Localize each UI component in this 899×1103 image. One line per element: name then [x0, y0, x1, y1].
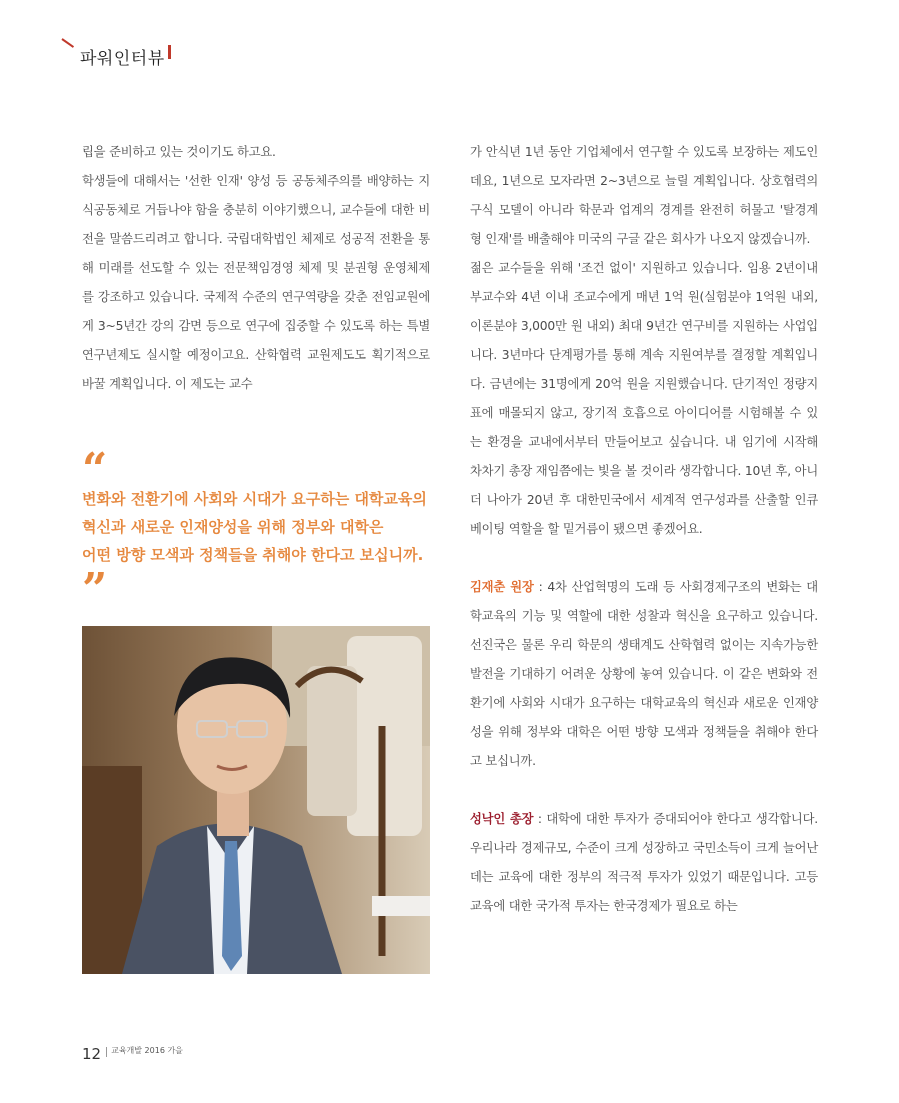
left-paragraph: 립을 준비하고 있는 것이기도 하고요.: [82, 145, 276, 159]
photo-illustration: [82, 626, 430, 974]
interviewee-name: 성낙인 총장: [470, 812, 534, 826]
publication-name: 교육개발 2016 가을: [111, 1046, 183, 1055]
open-quote-icon: “: [82, 444, 108, 495]
close-quote-icon: ”: [82, 564, 108, 615]
right-column: [470, 138, 818, 921]
left-column: [82, 138, 430, 399]
title-accent-mark: [168, 45, 171, 59]
pull-quote: [82, 444, 430, 615]
interview-answer: [470, 805, 818, 921]
question-text: : 4차 산업혁명의 도래 등 사회경제구조의 변화는 대학교육의 기능 및 역할에 대한 성찰과 혁신을 요구하고 있습니다. 선진국은 물론 우리 학문의 생태계도 산학협력 없이는 지속가능한 발전을 기대하기 어려운 상황에 놓여 있습니다. 이 같은 변화와 전환기에 사회와 시대가 요구하는 대학교육의 혁신과 새로운 인재양성을 위해 정부와 대학은 어떤 방향 모색과 정책들을 취해야 한다고 보십니까.: [470, 580, 818, 768]
pull-quote-line: 어떤 방향 모색과 정책들을 취해야 한다고 보십니까.: [82, 546, 424, 564]
answer-text: : 대학에 대한 투자가 증대되어야 한다고 생각합니다. 우리나라 경제규모, 수준이 크게 성장하고 국민소득이 크게 늘어난 데는 교육에 대한 정부의 적극적 투자가 있었기 때문입니다. 고등교육에 대한 국가적 투자는 한국경제가 필요로 하는: [470, 812, 818, 913]
footer-divider: [106, 1047, 107, 1057]
right-paragraph: 가 안식년 1년 동안 기업체에서 연구할 수 있도록 보장하는 제도인데요, 1년으로 모자라면 2~3년으로 늘릴 계획입니다. 상호협력의 구식 모델이 아니라 학문과 업계의 경계를 완전히 허물고 '탈경계형 인재'를 배출해야 미국의 구글 같은 회사가 나오지 않겠습니까.: [470, 145, 818, 246]
pull-quote-line: 혁신과 새로운 인재양성을 위해 정부와 대학은: [82, 518, 384, 536]
header-accent-slash: [61, 38, 74, 48]
interview-question: [470, 573, 818, 776]
interviewer-name: 김재춘 원장: [470, 580, 534, 594]
right-paragraph: 젊은 교수들을 위해 '조건 없이' 지원하고 있습니다. 임용 2년이내 부교수와 4년 이내 조교수에게 매년 1억 원(실험분야 1억원 내외, 이론분야 3,000만 원 내외) 최대 9년간 연구비를 지원하는 사업입니다. 3년마다 단계평가를 통해 계속 지원여부를 결정할 계획입니다. 금년에는 31명에게 20억 원을 지원했습니다. 단기적인 정량지표에 매몰되지 않고, 장기적 호흡으로 아이디어를 시험해볼 수 있는 환경을 교내에서부터 만들어보고 싶습니다. 내 임기에 시작해 차차기 총장 재임쯤에는 빛을 볼 것이라 생각합니다. 10년 후, 아니 더 나아가 20년 후 대한민국에서 세계적 연구성과를 산출할 인큐베이팅 역할을 할 밑거름이 됐으면 좋겠어요.: [470, 261, 819, 536]
pull-quote-line: 변화와 전환기에 사회와 시대가 요구하는 대학교육의: [82, 490, 427, 508]
section-title: [80, 44, 171, 69]
section-title-text: 파워인터뷰: [80, 49, 165, 69]
page-footer: [82, 1045, 183, 1063]
left-paragraph: 학생들에 대해서는 '선한 인재' 양성 등 공동체주의를 배양하는 지식공동체로 거듭나야 함을 충분히 이야기했으니, 교수들에 대한 비전을 말씀드리려고 합니다. 국립대학법인 체제로 성공적 전환을 통해 미래를 선도할 수 있는 전문책임경영 체제 및 분권형 운영체제를 강조하고 있습니다. 국제적 수준의 연구역량을 갖춘 전임교원에게 3~5년간 강의 감면 등으로 연구에 집중할 수 있도록 하는 특별연구년제도 실시할 예정이고요. 산학협력 교원제도도 획기적으로 바꿀 계획입니다. 이 제도는 교수: [82, 174, 430, 391]
pull-quote-text: [82, 485, 430, 569]
interview-photo: [82, 626, 430, 974]
page-number: 12: [82, 1045, 102, 1063]
